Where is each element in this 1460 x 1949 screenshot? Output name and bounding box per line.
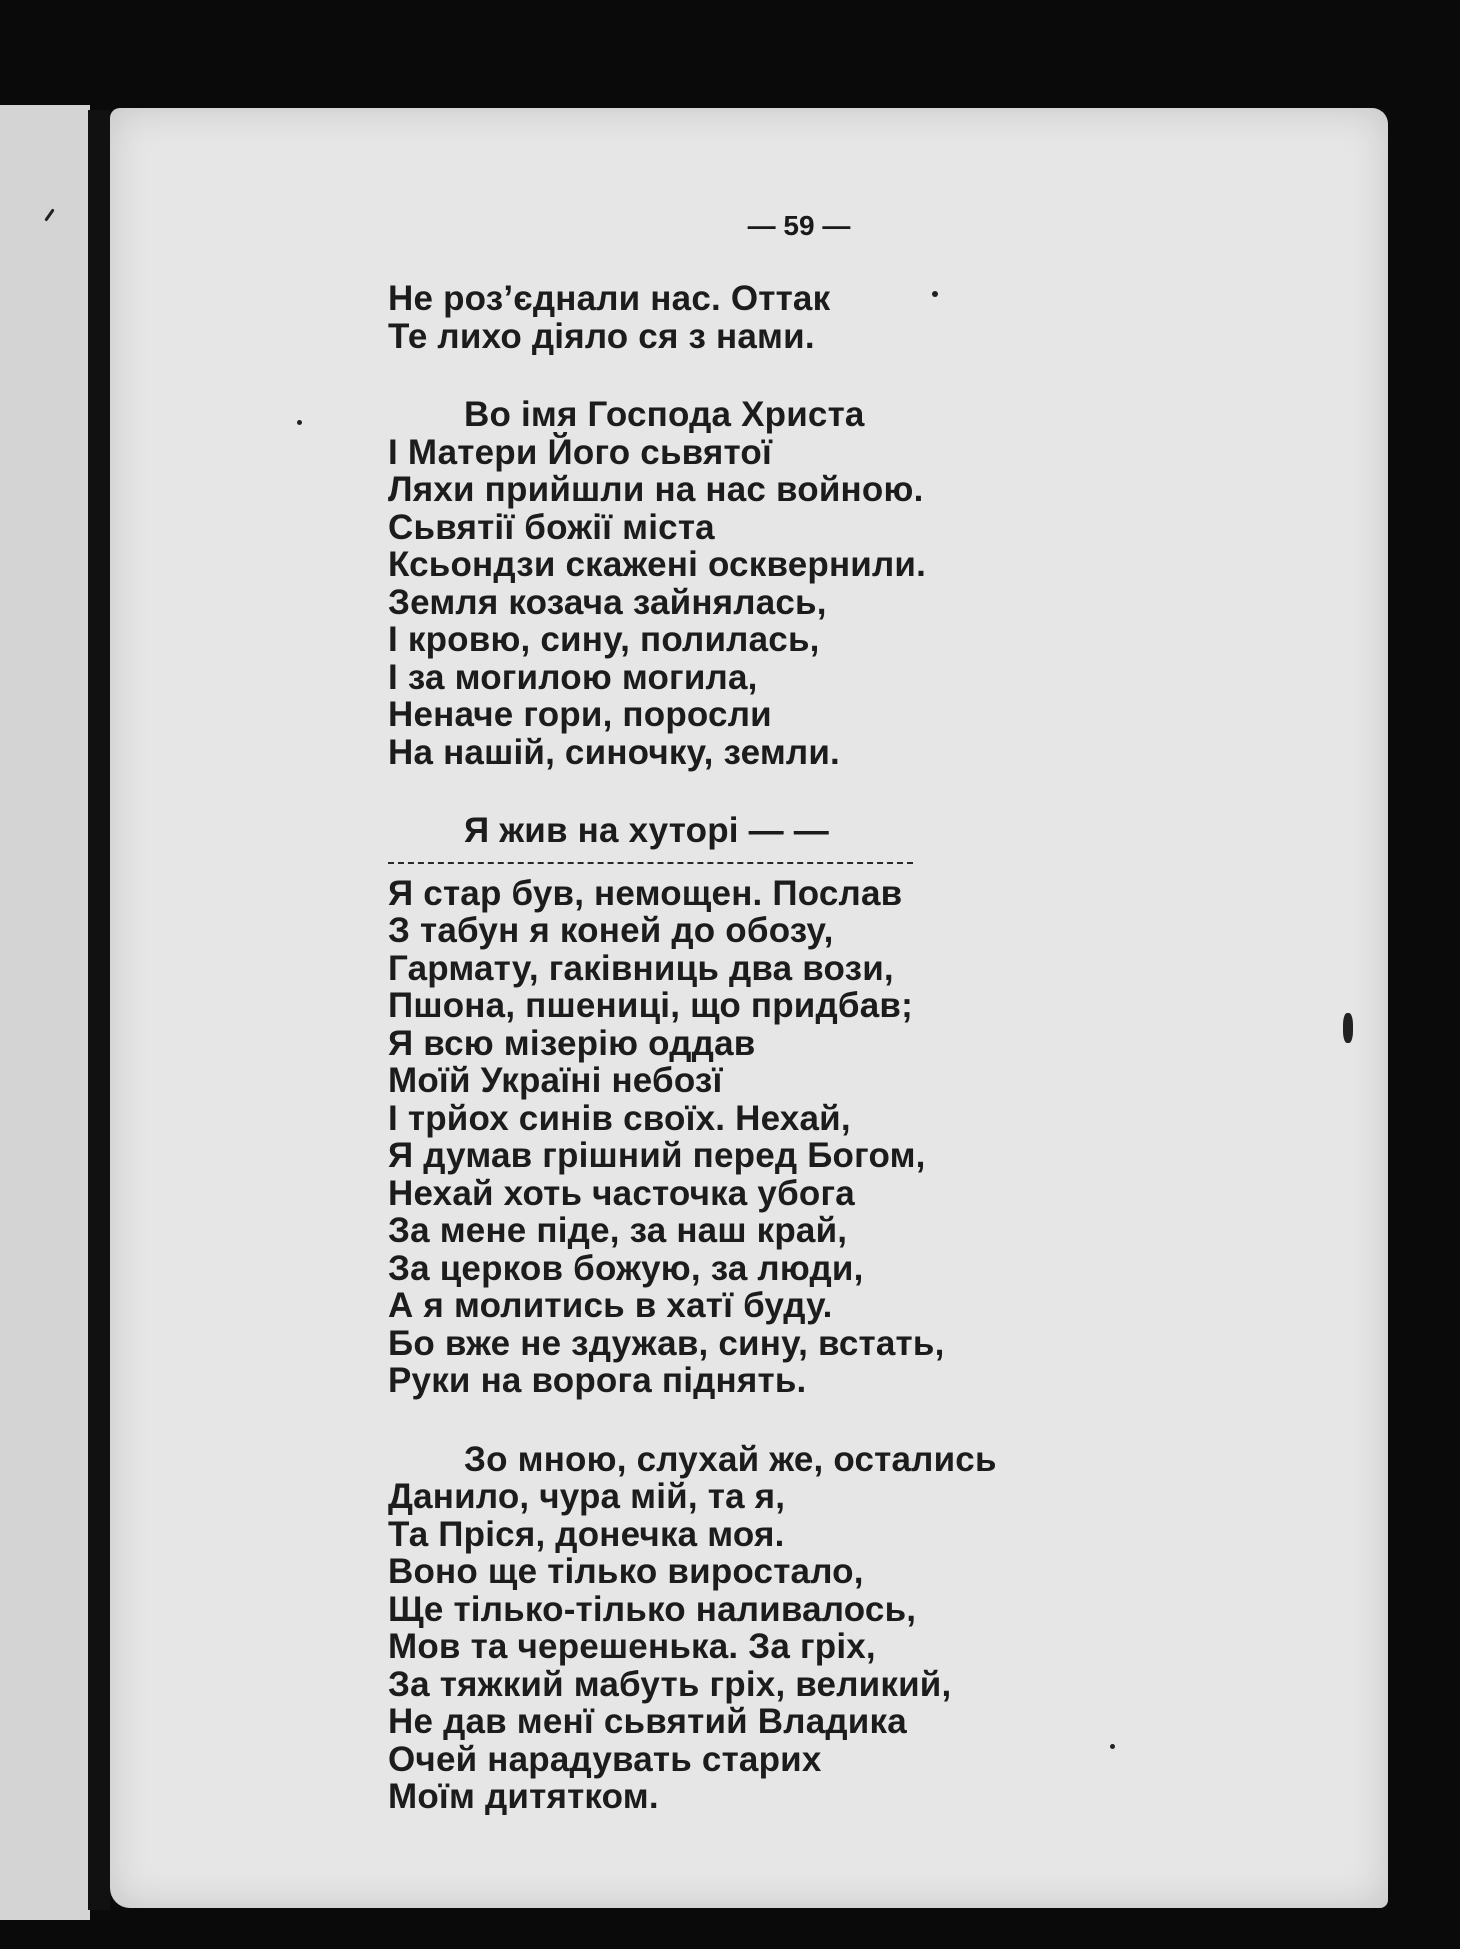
poem-line: З табун я коней до обозу, [388, 911, 834, 950]
stanza-gap [388, 355, 997, 396]
poem-line: Во імя Господа Христа [464, 395, 865, 434]
poem-line: А я молитись в хатї буду. [388, 1286, 833, 1325]
poem-line: Не дав менї сьвятий Владика [388, 1702, 907, 1741]
stanza-gap [388, 771, 997, 812]
poem-line: На нашій, синочку, земли. [388, 732, 840, 772]
poem-line: Ще тілько-тілько наливалось, [388, 1589, 917, 1629]
poem-line: Те лихо діяло ся з нами. [388, 316, 815, 356]
poem-line: Не роз’єднали нас. Оттак [388, 279, 831, 318]
poem-line: Я всю мізерію оддав [388, 1023, 756, 1063]
poem-line: Я думав грішний перед Богом, [388, 1136, 926, 1175]
poem-line: Я жив на хуторі — — [464, 811, 829, 850]
poem-line: Очей нарадувать старих [388, 1739, 822, 1779]
poem-line: Сьвятії божії міста [388, 507, 715, 547]
book-page [110, 108, 1388, 1908]
poem-line: Неначе гори, поросли [388, 695, 772, 734]
dash-separator [388, 862, 913, 864]
poem-line: За церков божую, за люди, [388, 1248, 864, 1288]
poem-line: Земля козача зайнялась, [388, 582, 827, 622]
poem-line: Пшона, пшениці, що придбав; [388, 986, 913, 1025]
poem-line: Я стар був, немощен. Послав [388, 873, 903, 913]
poem-line: Та Пріся, донечка моя. [388, 1514, 785, 1554]
poem-text [388, 280, 997, 1816]
poem-line: За тяжкий мабуть гріх, великий, [388, 1664, 952, 1704]
poem-line: І за могилою могила, [388, 657, 758, 697]
book-gutter [88, 110, 110, 1910]
poem-line: І трйох синів своїх. Нехай, [388, 1098, 851, 1138]
poem-line: І кровю, сину, полилась, [388, 620, 820, 659]
scan-speck [1110, 1744, 1115, 1749]
poem-line: Воно ще тілько виростало, [388, 1552, 864, 1591]
poem-line: За мене піде, за наш край, [388, 1211, 848, 1250]
poem-line: Зо мною, слухай же, остались [464, 1439, 997, 1479]
poem-line: Нехай хоть часточка убога [388, 1173, 855, 1213]
poem-line: Моїй Україні небозї [388, 1061, 723, 1100]
previous-page-edge [0, 105, 90, 1920]
poem-line: Гармату, гаківниць два вози, [388, 948, 894, 988]
poem-line: Руки на ворога піднять. [388, 1361, 807, 1400]
scan-speck [932, 291, 938, 297]
poem-line: Ляхи прийшли на нас войною. [388, 470, 924, 509]
poem-line: Данило, чура мій, та я, [388, 1477, 786, 1516]
poem-line: Бо вже не здужав, сину, встать, [388, 1323, 945, 1363]
poem-line: Ксьондзи скажені осквернили. [388, 545, 927, 584]
scan-speck [297, 420, 302, 425]
poem-line: Моїм дитятком. [388, 1777, 659, 1816]
scan-speck [1343, 1013, 1353, 1043]
poem-line: Мов та черешенька. За гріх, [388, 1627, 876, 1666]
page-number: — 59 — [747, 210, 851, 241]
poem-line: І Матери Його сьвятої [388, 432, 773, 472]
stanza-gap [388, 1400, 997, 1441]
